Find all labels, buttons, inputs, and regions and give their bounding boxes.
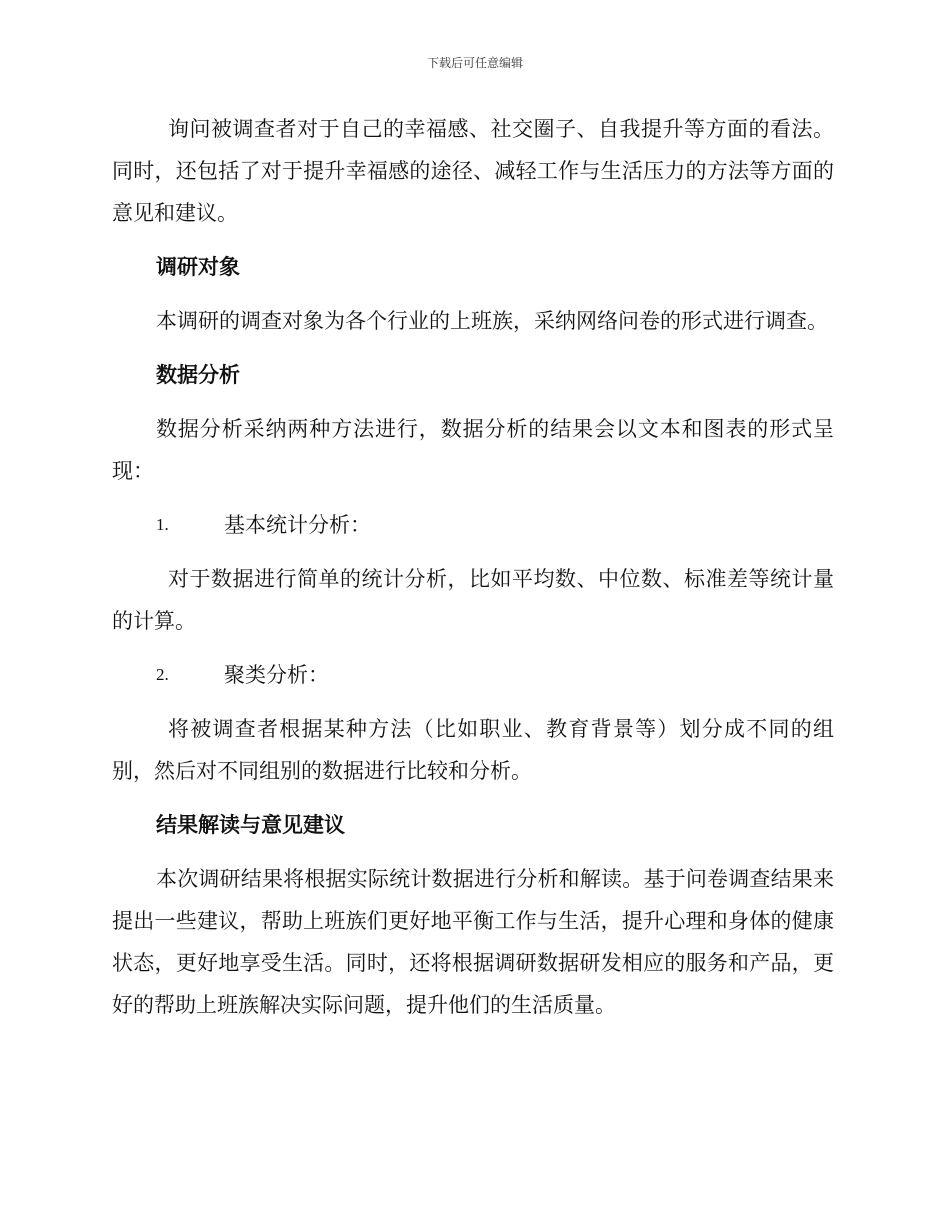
- heading-results: 结果解读与意见建议: [156, 813, 345, 837]
- list-item: [112, 504, 834, 546]
- document-body: [112, 108, 834, 1038]
- list-number: 1.: [156, 515, 169, 534]
- page-header: 下载后可任意编辑: [426, 56, 523, 70]
- heading-research-subject: 调研对象: [156, 255, 240, 279]
- paragraph-intro: 询问被调查者对于自己的幸福感、社交圈子、自我提升等方面的看法。同时，还包括了对于提升幸福感的途径、减轻工作与生活压力的方法等方面的意见和建议。: [112, 117, 834, 225]
- list-item: [112, 654, 834, 696]
- heading-data-analysis: 数据分析: [156, 363, 240, 387]
- paragraph-cluster-analysis: 将被调查者根据某种方法（比如职业、教育背景等）划分成不同的组别，然后对不同组别的数据进行比较和分析。: [112, 717, 834, 783]
- paragraph-results: 本次调研结果将根据实际统计数据进行分析和解读。基于问卷调查结果来提出一些建议，帮助上班族们更好地平衡工作与生活，提升心理和身体的健康状态，更好地享受生活。同时，还将根据调研数据研发相应的服务和产品，更好的帮助上班族解决实际问题，提升他们的生活质量。: [112, 867, 834, 1017]
- paragraph-research-subject: 本调研的调查对象为各个行业的上班族，采纳网络问卷的形式进行调查。: [156, 309, 828, 333]
- paragraph-basic-stats: 对于数据进行简单的统计分析，比如平均数、中位数、标准差等统计量的计算。: [112, 567, 834, 633]
- list-label: 基本统计分析：: [224, 513, 371, 537]
- list-label: 聚类分析：: [224, 663, 329, 687]
- paragraph-data-analysis: 数据分析采纳两种方法进行，数据分析的结果会以文本和图表的形式呈现：: [112, 417, 834, 483]
- list-number: 2.: [156, 665, 169, 684]
